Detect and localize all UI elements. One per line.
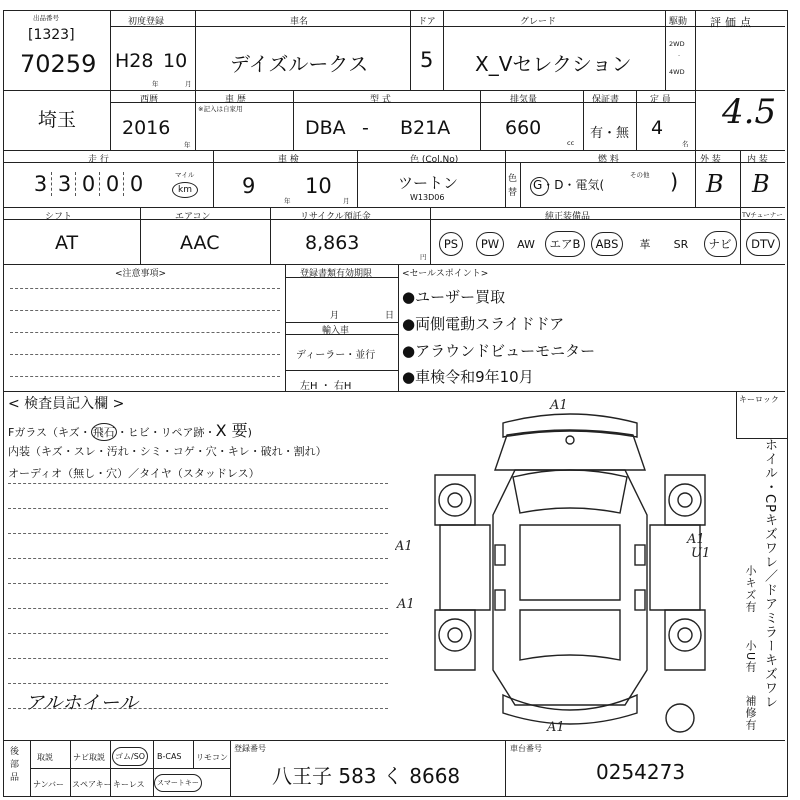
recycle-fee: 8,863 [305,232,360,254]
inspection-label: 車 検 [278,155,299,165]
venue-label: 出品番号 [33,14,59,22]
mileage-label: 走 行 [88,155,109,165]
item-keyless: キーレス [113,780,145,789]
equip-leather: 革 [639,238,651,251]
sales-point: ●アラウンドビューモニター [402,342,596,360]
mileage-digits [30,172,147,196]
doc-deadline-label: 登録書類有効期限 [300,269,373,279]
car-name-label: 車名 [290,17,309,27]
row-divider [3,207,785,208]
registration-plate: 八王子 583 く 8668 [272,764,461,788]
sales-point: ●車検令和9年10月 [402,368,534,386]
fuel: G・D・電気( [533,178,605,192]
model-prefix: DBA [305,117,346,139]
history-label: 車 歴 [225,95,246,105]
caution-label: <注意事項> [115,269,167,279]
plate-label: 登録番号 [234,744,266,753]
interior-grade: B [752,170,770,198]
model-code: B21A [400,117,451,139]
item-rubber-so: ゴム/SO [112,747,148,766]
warranty-label: 保証書 [592,95,620,105]
mileage-digit: 3 [30,172,52,196]
first-reg-month: 10 [163,50,188,72]
row-divider [3,391,785,392]
interior-label: 内 装 [747,155,768,165]
year-unit: 年 [284,197,291,205]
capacity-unit: 名 [682,140,689,148]
equipment-label: 純正装備品 [545,212,591,222]
region: 埼玉 [38,109,77,131]
equip-ps: PS [439,232,463,256]
displacement: 660 [505,117,542,139]
inspector-section-title: < 検査員記入欄 > [8,396,125,412]
handwritten-note: アルホイール [25,692,138,714]
color-label: 色 (Col.No) [410,155,459,165]
displacement-label: 排気量 [510,95,538,105]
model-label: 型 式 [370,95,391,105]
damage-mark-left: A1 [395,539,413,554]
item-bcas: B-CAS [157,752,182,761]
windshield-line: Fガラス（キズ・ 飛石 ・ヒビ・リペア跡・X 要) [8,421,252,440]
history-note: ※記入は自家用 [198,105,243,113]
item-navi-manual: ナビ取説 [73,753,105,762]
ac-label: エアコン [175,212,211,222]
equip-abs: ABS [591,232,624,256]
model-dash: - [362,117,369,139]
damage-mark-rear: A1 [547,720,565,735]
vertical-note: 補修有 [744,695,757,731]
shift: AT [55,232,79,254]
interior-line: 内装（キズ・スレ・汚れ・シミ・コゲ・穴・キレ・破れ・割れ） [8,445,327,458]
cc-unit: cc [567,139,575,147]
mileage-digit: 0 [129,172,144,196]
equip-sunroof: SR [673,237,689,251]
month-mark: 月 [330,311,340,321]
row-divider [3,740,785,741]
vehicle-diagram [395,395,740,740]
item-remote: リモコン [196,753,228,762]
year-label: 西暦 [140,95,159,105]
chassis-label: 車台番号 [510,744,542,753]
shift-label: シフト [45,212,73,222]
drive-4wd: 4WD [669,68,685,76]
tv-tuner-label: TVチューナー [742,211,783,219]
doors-label: ドア [418,17,436,27]
drive-2wd: 2WD [669,40,685,48]
damage-mark-right-u: U1 [691,546,711,561]
day-mark: 日 [385,311,395,321]
equip-airbag: エアB [545,231,586,257]
item-manual: 取説 [37,753,53,762]
row-divider [3,150,785,151]
equip-dtv: DTV [746,232,780,256]
rear-items-label: 後 部 品 [10,747,20,783]
vertical-note: ホイル・CPキズワレ／ドアミラーキズワレ [762,438,777,709]
color-code: W13D06 [410,193,445,202]
equip-pw: PW [476,232,504,256]
inspection-year: 9 [242,174,256,198]
mile-unit: マイル [175,171,195,179]
exterior-grade: B [706,170,724,198]
yen-unit: 円 [420,253,427,261]
mileage-digit: 0 [78,172,100,196]
sales-point: ●ユーザー買取 [402,288,506,306]
equip-aw: AW [517,237,535,251]
damage-mark-right: A1 [687,532,705,547]
grade-value: X_Vセレクション [475,52,632,76]
fuel-other-label: その他 [630,171,650,179]
exterior-label: 外 装 [700,155,721,165]
lot-code: [1323] [28,27,75,43]
fuel-close: ) [670,170,679,194]
drive-label: 駆動 [669,17,688,27]
import-label: 輸入車 [322,326,350,336]
year-unit: 年 [184,141,191,149]
month-unit: 月 [185,80,192,88]
item-smart-key: スマートキー [154,774,202,792]
keylock-label: キーロック [739,395,779,404]
equip-navi: ナビ [704,231,737,257]
fuel-label: 燃 料 [598,155,619,165]
km-unit-circled: km [172,182,198,198]
grade-label: グレード [520,17,557,27]
model-year: 2016 [122,117,171,139]
recycle-label: リサイクル預託金 [300,212,371,222]
damage-mark-left-rear: A1 [397,597,415,612]
doors-value: 5 [420,48,434,72]
ac: AAC [180,232,220,254]
damage-mark-front: A1 [550,398,568,413]
first-reg-label: 初度登録 [128,17,165,27]
handle-side: 左H ・ 右H [300,381,352,392]
audio-tire-line: オーディオ（無し・穴）／タイヤ（スタッドレス） [8,467,260,480]
import-type: ディーラー・並行 [296,350,376,361]
year-unit: 年 [152,80,159,88]
row-divider [3,90,785,91]
item-plate: ナンバー [33,780,65,789]
sales-point: ●両側電動スライドドア [402,315,565,333]
sales-label: <セールスポイント> [402,269,489,279]
item-spare-key: スペアキー [72,780,112,789]
chassis-number: 0254273 [596,760,686,784]
mileage-digit: 0 [102,172,124,196]
score-value: 4.5 [722,92,777,132]
car-name: デイズルークス [230,52,369,76]
color: ツートン [398,174,459,192]
lot-number: 70259 [20,50,97,78]
first-reg-year: H28 [115,50,154,72]
capacity-label: 定 員 [650,95,671,105]
row-divider [3,264,785,265]
vertical-note: 小キズ有 [744,565,757,613]
inspection-month: 10 [305,174,332,198]
color-change-label: 色替 [508,174,518,198]
month-unit: 月 [343,197,350,205]
vertical-note: 小U有 [744,640,757,674]
warranty: 有・無 [590,126,630,141]
score-label: 評価点 [710,16,755,29]
capacity: 4 [651,117,664,139]
mileage-digit: 3 [54,172,76,196]
